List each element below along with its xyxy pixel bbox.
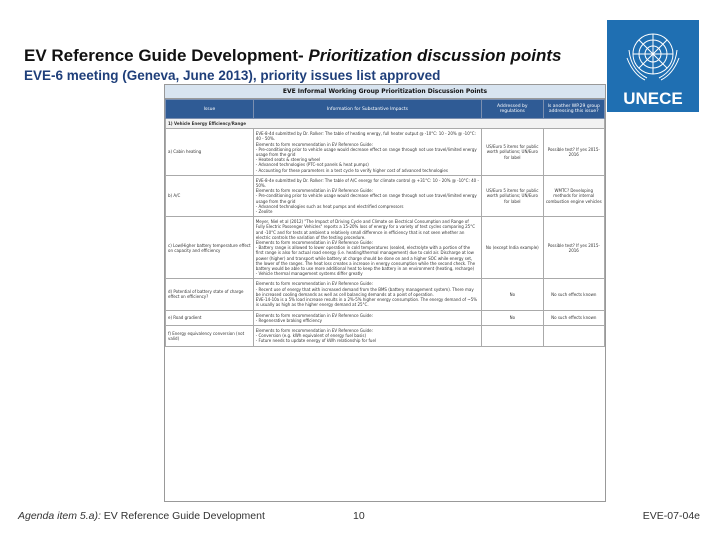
logo-text: UNECE <box>623 89 683 108</box>
unece-logo <box>607 20 699 112</box>
discussion-table <box>164 84 606 502</box>
section-label: 1) Vehicle Energy Efficiency/Range <box>166 119 605 129</box>
info-cell: EVE-8-4d submitted by Dr. Rolker: The table of heating energy, full heater output @ -10°C: 10 - 20% @ -10°C: 40 - 50%. Elements to form recommendation in EV Reference Guide: - Pre-conditioning prior to vehicle usage would decrease effect on range through not use travel/limited energy usage from the grid - Heated seats & steering wheel - Advanced technologies (PTC-not panels & heat pumps) - Accounting for these parameters in a test cycle to verify higher cost of advanced technologies <box>253 129 481 176</box>
issue-cell: a) Cabin heating <box>166 129 254 176</box>
addressed-cell: No <box>482 279 543 310</box>
table-row <box>166 279 605 310</box>
table-row <box>166 310 605 325</box>
table-caption: EVE Informal Working Group Prioritization Discussion Points <box>165 85 605 99</box>
issue-cell: f) Energy equivalency conversion (not valid) <box>166 325 254 346</box>
other-group-cell <box>543 325 604 346</box>
slide-subtitle: EVE-6 meeting (Geneva, June 2013), priority issues list approved <box>24 68 441 83</box>
issue-cell: e) Road gradient <box>166 310 254 325</box>
table-row <box>166 129 605 176</box>
issue-cell: d) Potential of battery state of charge effect on efficiency? <box>166 279 254 310</box>
slide-title <box>24 46 562 66</box>
section-row <box>166 119 605 129</box>
column-header-issue: Issue <box>166 100 254 119</box>
other-group-cell: Possible test? If yes 2015-2016 <box>543 217 604 279</box>
document-id: EVE-07-04e <box>642 510 700 522</box>
info-cell: Elements to form recommendation in EV Reference Guide: - Regenerative braking efficiency <box>253 310 481 325</box>
page-number: 10 <box>353 510 365 522</box>
column-header-addressed: Addressed by regulations <box>482 100 543 119</box>
slide-title-main: EV Reference Guide Development- <box>24 46 309 65</box>
footer-agenda-item: Agenda item 5.a): <box>18 510 101 522</box>
column-header-info: Information for Substantive Impacts <box>253 100 481 119</box>
info-cell: Meyer, Niel et al (2012) "The Impact of Driving Cycle and Climate on Electrical Consumption and Range of Fully Electric Passenger Vehicles" reports a 15-20% loss of energy for a variety of test cycles comparing 25°C and -10°C and for tests at ambient a relatively small difference in efficiency that is not seen whether an electric controls the variation of the testing procedure. Elements to form recommendation in EV Reference Guide: - Battery range is allowed to lower operation in cold temperatures (sealed, electrolyte with a portion of the first range is also for actual road energy (i.e. heating/thermal management) due to cold air. Discharge at low power (higher) and transport while battery at charge should be done on and a higher SOC while energy set, the lower of the ranges. The heat loss creates a increase in energy consumption while the second check. The battery would be able to use more additional heat to keep the battery in an environment (heating, recharge) - Vehicle thermal management systems differ greatly <box>253 217 481 279</box>
info-cell: Elements to form recommendation in EV Reference Guide: - Conversion (e.g. kWh equivalent of energy fuel basis) - Future needs to update energy of kWh relationship for fuel <box>253 325 481 346</box>
other-group-cell: No such effects known <box>543 310 604 325</box>
addressed-cell <box>482 325 543 346</box>
other-group-cell: Possible test? If yes 2015-2016 <box>543 129 604 176</box>
table-row <box>166 217 605 279</box>
addressed-cell: US/Euro 5 items for public worth pollutions; UN/Euro for label <box>482 175 543 216</box>
other-group-cell: No such effects known <box>543 279 604 310</box>
addressed-cell: US/Euro 5 items for public worth pollutions; UN/Euro for label <box>482 129 543 176</box>
table-row <box>166 325 605 346</box>
issue-cell: c) Low/Higher battery temperature effect on capacity and efficiency <box>166 217 254 279</box>
table-row <box>166 175 605 216</box>
issue-cell: b) A/C <box>166 175 254 216</box>
other-group-cell: WMTC? Developing methods for internal combustion engine vehicles <box>543 175 604 216</box>
addressed-cell: No <box>482 310 543 325</box>
info-cell: EVE-8-4e submitted by Dr. Rolker: The table of A/C energy for climate control @ +31°C: 10 - 20% @ -10°C: 40 - 50%. Elements to form recommendation in EV Reference Guide: - Pre-conditioning prior to vehicle usage would decrease effect on range through not use travel/limited energy usage from the grid - Advanced technologies such as heat pumps and electrified compressors - Zeolite <box>253 175 481 216</box>
column-header-other-group: Is another WP.29 group addressing this issue? <box>543 100 604 119</box>
addressed-cell: No (except India example) <box>482 217 543 279</box>
footer-agenda <box>18 510 265 522</box>
info-cell: Elements to form recommendation in EV Reference Guide: - Recent use of energy that with increased demand from the BMS (battery management system). There may be increased cooling demands as well as cell balancing demands at a point of operation. EVE-14-10a is a 5% load increase results in a 2%-5% higher energy consumption. The energy demand of ~5% is usually as high as the higher energy demand at 25°C. <box>253 279 481 310</box>
slide-title-italic: Prioritization discussion points <box>308 46 562 65</box>
footer-agenda-text: EV Reference Guide Development <box>100 510 265 522</box>
